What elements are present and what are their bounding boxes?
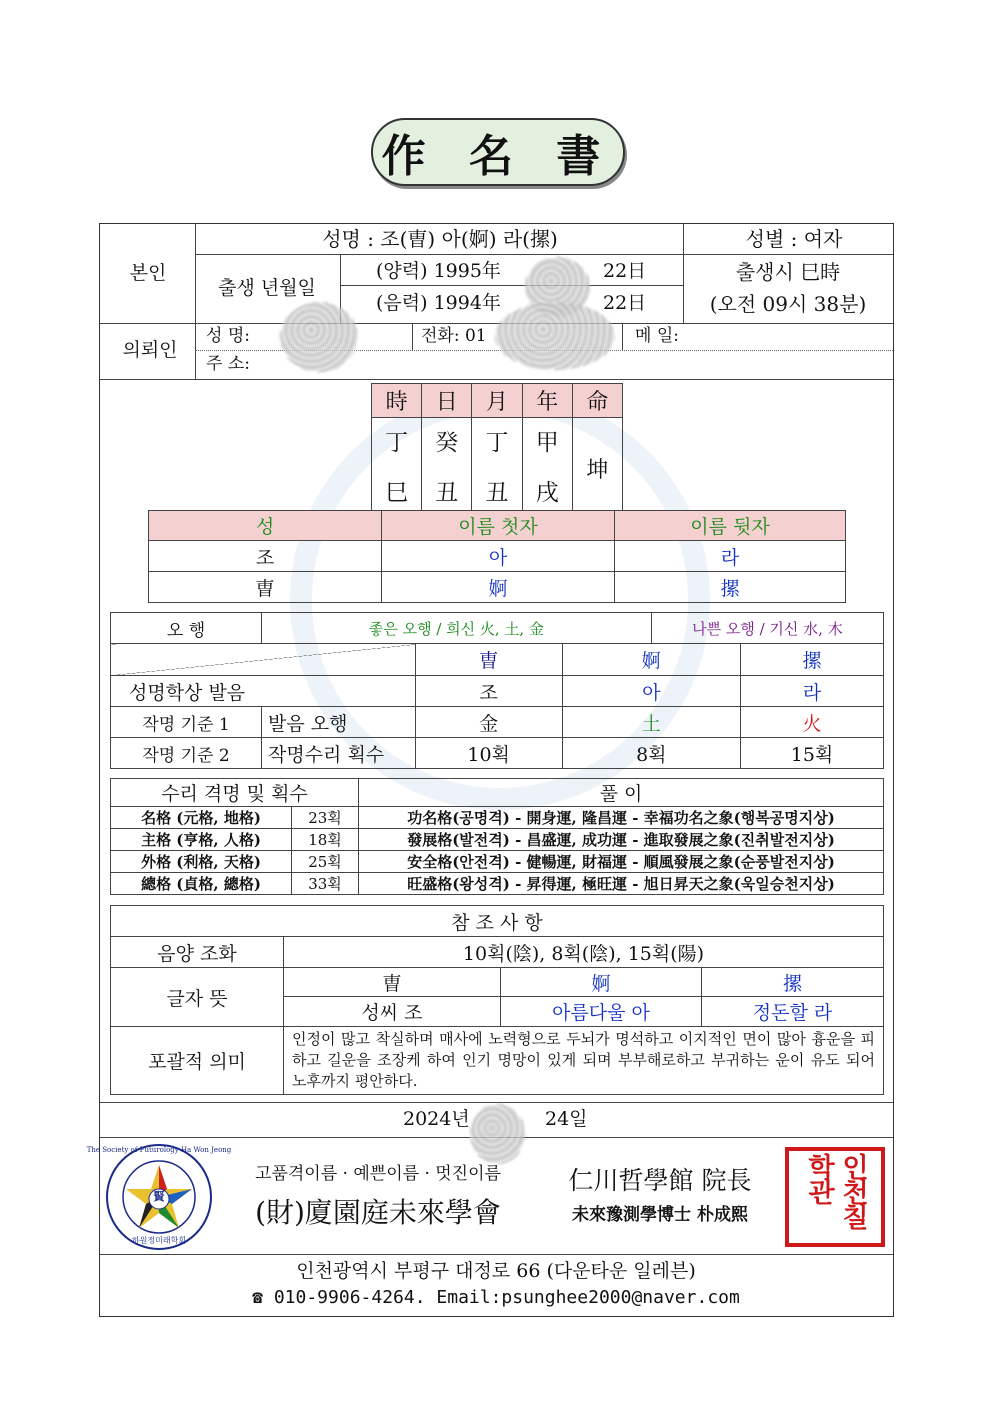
overall-text: 인정이 많고 착실하며 매사에 노력형으로 두뇌가 명석하고 이지적인 면이 많아 흉운을 피하고 길운을 조장케 하여 인기 명망이 있게 되며 부부해로하고 부귀하는 운이 유도 되어 노후까지 평안하다. [284,1027,884,1095]
table-row [111,851,884,873]
reference-table [110,905,884,1095]
criterion-2-sub: 작명수리 획수 [262,738,416,769]
solar-birth-year: (양력) 1995年 [376,260,501,282]
suri-desc: 功名格(공명격) - 開身運, 隆昌運 - 幸福功名之象(행복공명지상) [359,807,884,829]
suri-header-right: 풀 이 [359,779,884,807]
person-gender: 성별 : 여자 [745,227,843,251]
ohaeng-char: 婀 [562,644,740,676]
name-hangul: 조 [149,541,382,572]
requester-address-label: 주 소: [206,354,250,374]
suri-desc: 安全格(안전격) - 健暢運, 財福運 - 順風發展之象(순풍발전지상) [359,851,884,873]
saju-pillar: 丁 巳 [372,418,422,519]
ohaeng-char: 曺 [415,644,562,676]
birth-date-label: 출생 년월일 [218,277,316,299]
saju-header: 月 [472,384,522,418]
suri-name: 主格 (亨格, 人格) [111,829,292,851]
redacted-requester-phone [495,302,615,370]
footer-organization: (財)廈園庭未來學會 [255,1196,501,1229]
redacted-issue-month [470,1104,525,1164]
reference-title: 참 조 사 항 [111,906,884,937]
name-hangul: 아 [382,541,615,572]
element-value: 土 [562,707,740,738]
stroke-value: 10획 [415,738,562,769]
name-hanja: 曺 [149,572,382,603]
footer-tagline: 고품격이름 · 예쁜이름 · 멋진이름 [255,1164,501,1184]
seal-stamp [785,1147,885,1247]
footer-address: 인천광역시 부평구 대정로 66 (다운타운 일레븐) [296,1260,696,1282]
saju-header: 命 [572,384,622,418]
suri-name: 總格 (貞格, 總格) [111,873,292,895]
meaning-value: 아름다울 아 [501,997,702,1027]
element-value: 金 [415,707,562,738]
stroke-value: 8획 [562,738,740,769]
requester-name-label: 성 명: [206,326,250,346]
ohaeng-table [110,612,884,769]
pron-value: 조 [415,676,562,707]
logo-center-char: 賢 [153,1190,165,1203]
suri-name: 名格 (元格, 地格) [111,807,292,829]
saju-table [371,383,623,519]
pron-label: 성명학상 발음 [111,676,416,707]
meaning-label: 글자 뜻 [111,968,284,1027]
lunar-birth-day: 22日 [603,292,647,314]
ohaeng-label: 오 행 [111,613,262,644]
meaning-char: 婀 [501,968,702,997]
meaning-char: 摞 [702,968,884,997]
stroke-value: 15획 [741,738,884,769]
criterion-2-label: 작명 기준 2 [111,738,262,769]
logo-bottom-text: 하원정미래학회 [131,1236,187,1245]
requester-phone-label: 전화: 01 [421,326,487,346]
suri-desc: 發展格(발전격) - 昌盛運, 成功運 - 進取發展之象(진취발전지상) [359,829,884,851]
overall-label: 포괄적 의미 [111,1027,284,1095]
solar-birth-day: 22日 [603,260,647,282]
name-hanja: 摞 [615,572,846,603]
table-row [111,829,884,851]
name-col-header: 성 [149,511,382,541]
table-row [111,873,884,895]
criterion-1-label: 작명 기준 1 [111,707,262,738]
redacted-requester-name [280,302,358,372]
lunar-birth-year: (음력) 1994年 [376,292,501,314]
saju-pillar: 癸 丑 [422,418,472,519]
section-label-self: 본인 [129,262,167,284]
pron-value: 라 [741,676,884,707]
pron-value: 아 [562,676,740,707]
document-title: 作 名 書 [371,118,625,186]
diagonal-cell [111,644,416,676]
saju-header: 時 [372,384,422,418]
ohaeng-bad: 나쁜 오행 / 기신 水, 木 [651,613,883,644]
footer-hall: 仁川哲學館 院長 [568,1166,752,1195]
birth-clock: (오전 09시 38분) [709,292,867,316]
saju-pillar: 丁 丑 [472,418,522,519]
suri-count: 18획 [292,829,359,851]
issue-day: 24일 [545,1108,588,1130]
requester-email-label: 메 일: [635,326,679,346]
suri-table [110,778,884,895]
saju-header: 日 [422,384,472,418]
suri-name: 外格 (利格, 天格) [111,851,292,873]
suri-count: 33획 [292,873,359,895]
society-logo [86,1143,232,1251]
meaning-value: 정돈할 라 [702,997,884,1027]
ohaeng-good: 좋은 오행 / 희신 火, 土, 金 [262,613,652,644]
section-label-requester: 의뢰인 [122,339,178,361]
name-table [148,510,846,603]
ohaeng-char: 摞 [741,644,884,676]
suri-header-left: 수리 격명 및 획수 [111,779,359,807]
saju-ming: 坤 [572,418,622,519]
suri-count: 23획 [292,807,359,829]
name-hanja: 婀 [382,572,615,603]
saju-header: 年 [522,384,572,418]
logo-top-text: The Society of Futurology Ha Won Jeong [86,1146,232,1154]
name-hangul: 라 [615,541,846,572]
birth-time: 출생시 巳時 [735,260,841,284]
criterion-1-sub: 발음 오행 [262,707,416,738]
suri-count: 25획 [292,851,359,873]
meaning-value: 성씨 조 [284,997,501,1027]
yinyang-label: 음양 조화 [111,937,284,968]
footer-contact: ☎ 010-9906-4264. Email:psunghee2000@naver.com [252,1287,740,1308]
saju-pillar: 甲 戌 [522,418,572,519]
name-col-header: 이름 뒷자 [615,511,846,541]
seal-text: 인천칠학관 [803,1153,868,1228]
issue-year: 2024년 [403,1108,470,1130]
yinyang-value: 10획(陰), 8획(陰), 15획(陽) [284,937,884,968]
table-row [111,807,884,829]
meaning-char: 曺 [284,968,501,997]
element-value: 火 [741,707,884,738]
suri-desc: 旺盛格(왕성격) - 昇得運, 極旺運 - 旭日昇天之象(욱일승천지상) [359,873,884,895]
footer-doctor: 未來豫測學博士 朴成熙 [572,1205,748,1225]
person-name-line: 성명 : 조(曺) 아(婀) 라(摞) [322,227,558,251]
name-col-header: 이름 첫자 [382,511,615,541]
